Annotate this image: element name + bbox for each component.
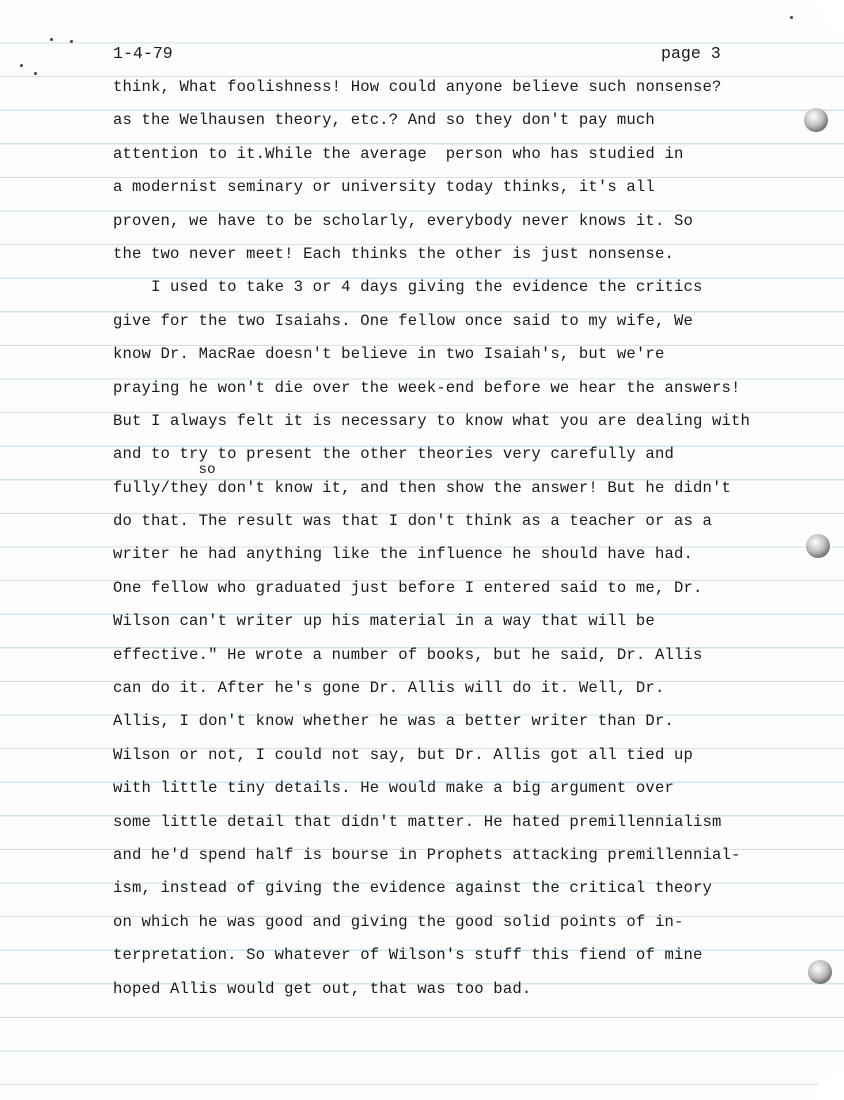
text-line: and he'd spend half is bourse in Prophets attacking premillennial- [113, 845, 741, 864]
text-line: with little tiny details. He would make a big argument over [113, 779, 674, 798]
text-line: But I always felt it is necessary to know what you are dealing with [113, 411, 751, 430]
text-line: some little detail that didn't matter. He hated premillennialism [113, 812, 722, 831]
text-line: writer he had anything like the influence he should have had. [113, 545, 693, 564]
text-line: I used to take 3 or 4 days giving the evidence the critics [113, 278, 703, 297]
text-line: Allis, I don't know whether he was a better writer than Dr. [113, 712, 674, 731]
text-line: think, What foolishness! How could anyone believe such nonsense? [113, 78, 722, 96]
text-line: One fellow who graduated just before I entered said to me, Dr. [113, 578, 703, 597]
text-line: on which he was good and giving the good solid points of in- [113, 912, 684, 931]
page-header [113, 44, 724, 66]
text-line: terpretation. So whatever of Wilson's stuff this fiend of mine [113, 946, 703, 965]
body-text [113, 77, 823, 1012]
text-line: praying he won't die over the week-end before we hear the answers! [113, 378, 741, 397]
text-line: proven, we have to be scholarly, everybody never knows it. So [113, 211, 693, 230]
page-corner-bottom-right [814, 1070, 844, 1100]
paper-speck [34, 72, 37, 75]
paper-speck [20, 64, 23, 67]
text-line: do that. The result was that I don't think as a teacher or as a [113, 512, 712, 531]
interline-insertion: so [113, 462, 216, 479]
paper-speck [50, 38, 53, 41]
header-date: 1-4-79 [113, 44, 173, 63]
text-line: know Dr. MacRae doesn't believe in two Isaiah's, but we're [113, 345, 665, 364]
text-line: fully/they don't know it, and then show the answer! But he didn't [113, 478, 732, 497]
text-line: Wilson can't writer up his material in a way that will be [113, 612, 655, 631]
paper-speck [70, 40, 73, 43]
text-line: effective." He wrote a number of books, but he said, Dr. Allis [113, 645, 703, 664]
text-line: hoped Allis would get out, that was too bad. [113, 979, 532, 998]
text-line: Wilson or not, I could not say, but Dr. Allis got all tied up [113, 745, 693, 764]
paper-speck [790, 16, 793, 19]
header-page-number: page 3 [661, 44, 721, 63]
text-line: ism, instead of giving the evidence against the critical theory [113, 879, 712, 898]
text-line: give for the two Isaiahs. One fellow once said to my wife, We [113, 311, 693, 330]
text-line: attention to it.While the average person who has studied in [113, 144, 684, 163]
page-corner-top-right [818, 0, 844, 34]
text-line: a modernist seminary or university today thinks, it's all [113, 178, 655, 197]
text-line: the two never meet! Each thinks the other is just nonsense. [113, 244, 674, 263]
text-line: can do it. After he's gone Dr. Allis will do it. Well, Dr. [113, 679, 665, 698]
text-line: and to try to present the other theories very carefully and [113, 445, 674, 464]
text-line: as the Welhausen theory, etc.? And so they don't pay much [113, 111, 655, 130]
